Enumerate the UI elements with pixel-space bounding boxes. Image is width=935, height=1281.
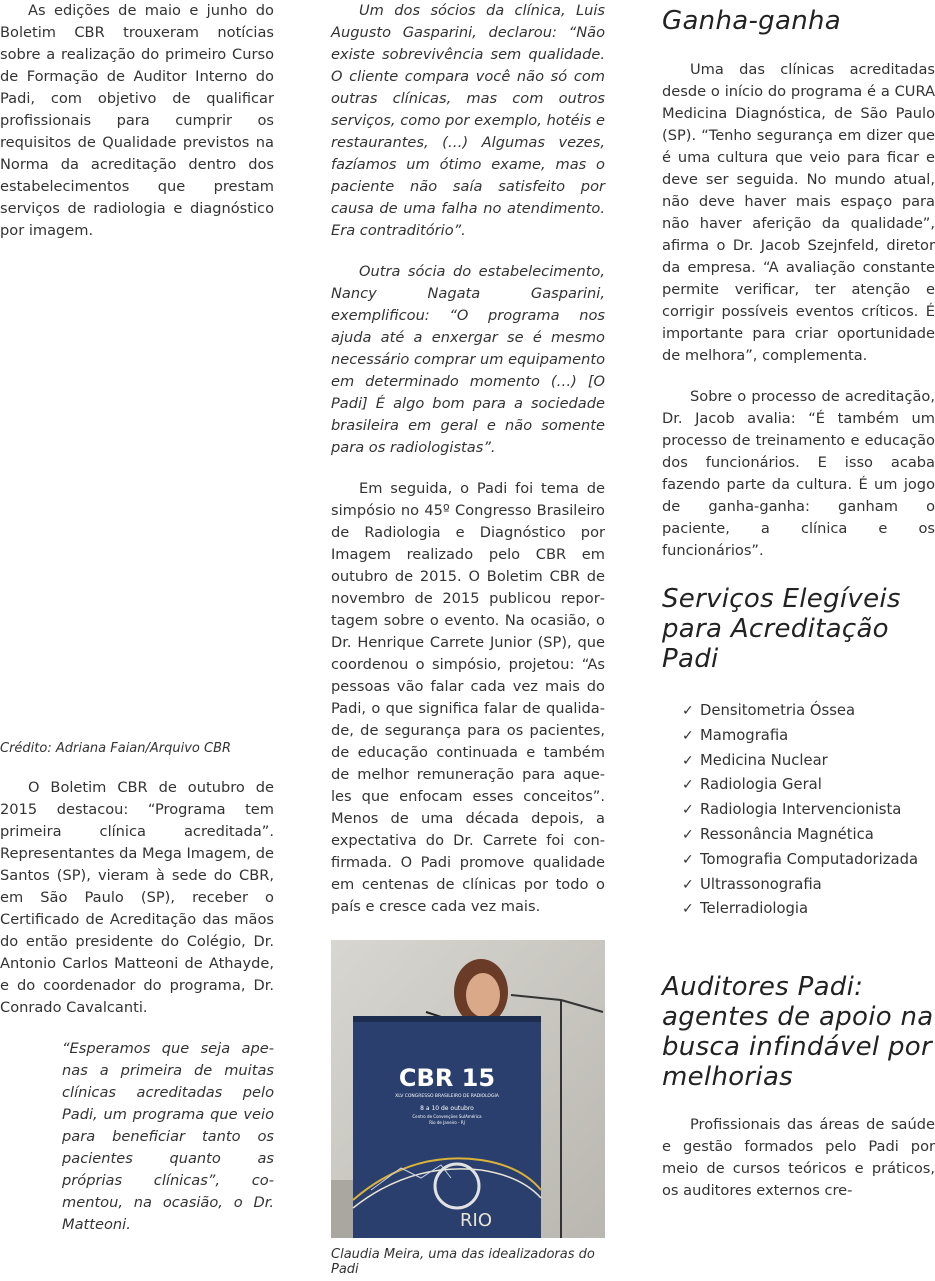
checkmark-icon: ✓: [682, 727, 694, 744]
checkmark-icon: ✓: [682, 901, 694, 918]
column-2-caption: [331, 1247, 605, 1277]
service-label: Densitometria Óssea: [700, 702, 856, 719]
service-label: Mamografia: [700, 726, 789, 744]
column-3: [662, 0, 935, 1202]
banner-subtitle: XLV CONGRESSO BRASILEIRO DE RADIOLOGIA: [395, 1094, 499, 1099]
paragraph-simposio: Em seguida, o Padi foi tema de simpósio no 45º Congresso Brasileiro de Radiologia e Diagnóstico por Imagem realizado pelo CBR em outubro de 2015. O Boletim CBR de novembro de 2015 publicou reportagem sobre o evento. Na ocasião, o Dr. Henrique Carrete Junior (SP), que coordenou o simpósio, projetou: “As pessoas vão falar cada vez mais do Padi, o que significa falar de qualidade, de segurança para os pacientes, de educação continuada e também de melhor remuneração para aqueles que enfocam esses conceitos”. Menos de uma década depois, a expectativa do Dr. Carrete foi confirmada. O Padi promove qualidade em centenas de clínicas por todo o país e cresce cada vez mais.: [331, 480, 605, 915]
service-item: [682, 874, 935, 896]
service-label: Radiologia Geral: [700, 776, 822, 794]
paragraph-gasparini-quote: Um dos sócios da clínica, Luis Augusto Gasparini, declarou: “Não existe sobrevivência sem qualidade. O cliente compara você não só com outras clínicas, mas com outros serviços, como por exemplo, hotéis e restaurantes, (…) Algumas vezes, fazíamos um ótimo exame, mas o paciente não saía satisfeito por causa de uma falha no atendimento. Era contraditório”.: [331, 2, 605, 239]
banner-city: RIO: [460, 1210, 492, 1231]
service-label: Tomografia Computadorizada: [700, 850, 919, 868]
service-label: Ressonância Magnética: [700, 825, 874, 843]
checkmark-icon: ✓: [682, 876, 694, 893]
service-item: [682, 774, 935, 796]
column-1: [0, 0, 274, 242]
paragraph-cura: Uma das clínicas acreditadas desde o início do programa é a CURA Medicina Diagnóstica, de São Paulo (SP). “Tenho segurança em dizer que é uma cultura que veio para ficar e deve ser seguida. No mundo atual, não deve haver mais espaço para não haver aferição da qualidade”, afirma o Dr. Jacob Szejnfeld, diretor da empresa. “A avaliação constante permite verificar, ter atenção e corrigir possíveis eventos críticos. É importante para criar oportunidade de melhora”, complementa.: [662, 61, 935, 364]
heading-ganha-ganha: Ganha-ganha: [662, 6, 841, 36]
paragraph-intro: As edições de maio e junho do Boletim CBR trouxeram notícias sobre a realização do primeiro Curso de Formação de Auditor Interno do Padi, com objetivo de qualificar profissionais para cumprir os requisitos de Qualidade previstos na Norma da acreditação dentro dos estabelecimentos que prestam serviços de radiologia e diagnóstico por imagem.: [0, 2, 274, 239]
checkmark-icon: ✓: [682, 703, 694, 719]
service-label: Medicina Nuclear: [700, 751, 828, 769]
column-2: [331, 0, 605, 918]
service-item: [682, 725, 935, 747]
paragraph-boletim-outubro: O Boletim CBR de outubro de 2015 destacou: “Programa tem primeira clínica acreditada”. Representantes da Mega Imagem, de Santos (SP), vieram à sede do CBR, em São Paulo (SP), receber o Certificado de Acreditação das mãos do então presidente do Colégio, Dr. Antonio Carlos Matteoni de Athayde, e do coordenador do programa, Dr. Conrado Cavalcanti.: [0, 779, 274, 1016]
checkmark-icon: ✓: [682, 851, 694, 868]
checkmark-icon: ✓: [682, 752, 694, 769]
service-item: [682, 799, 935, 821]
service-label: Radiologia Intervencionista: [700, 801, 902, 819]
photo-credit: Crédito: Adriana Faian/Arquivo CBR: [0, 741, 232, 756]
service-item: [682, 898, 935, 920]
column-1-lower: [0, 740, 274, 1236]
services-list: [662, 700, 935, 920]
service-item: [682, 824, 935, 846]
photo-illustration: [331, 940, 605, 1238]
service-item: [682, 750, 935, 772]
paragraph-auditores: Profissionais das áreas de saúde e gestão formados pelo Padi por meio de cursos teóricos e práticos, os auditores externos cre-: [662, 1116, 935, 1200]
checkmark-icon: ✓: [682, 802, 694, 819]
banner-venue: Centro de Convenções SulAmérica: [412, 1114, 482, 1119]
banner-venue-city: Rio de Janeiro - RJ: [429, 1120, 465, 1125]
paragraph-nancy-quote: Outra sócia do estabelecimento, Nancy Nagata Gasparini, exemplificou: “O programa nos ajuda até a enxergar se é mesmo necessário comprar um equipamento em determinado momento (…) [O Padi] É algo bom para a sociedade brasileira em geral e não somente para os radiologistas”.: [331, 263, 605, 456]
service-item: [682, 700, 935, 722]
heading-servicos-elegiveis: Serviços Elegíveis para Acreditação Padi: [662, 584, 901, 674]
photo-caption: Claudia Meira, uma das idealizadoras do Padi: [331, 1247, 595, 1277]
banner-title: CBR 15: [398, 1064, 496, 1092]
service-label: Telerradiologia: [700, 900, 809, 918]
heading-auditores-padi: Auditores Padi: agentes de apoio na busca infindável por melhorias: [662, 972, 934, 1093]
photo-claudia-meira: [331, 940, 605, 1238]
service-label: Ultrassonografia: [700, 875, 822, 893]
checkmark-icon: ✓: [682, 777, 694, 794]
banner-date: 8 a 10 de outubro: [420, 1105, 474, 1112]
checkmark-icon: ✓: [682, 826, 694, 843]
service-item: [682, 849, 935, 871]
quote-matteoni: “Esperamos que seja apenas a primeira de muitas clínicas acreditadas pelo Padi, um programa que veio para beneficiar tanto os pacientes quanto as próprias clínicas”, comentou, na ocasião, o Dr. Matteoni.: [62, 1040, 274, 1233]
paragraph-acreditacao: Sobre o processo de acreditação, Dr. Jacob avalia: “É também um processo de treinamento e educação dos funcionários. E isso acaba fazendo parte da cultura. É um jogo de ganha-ganha: ganham o paciente, a clínica e os funcionários”.: [662, 388, 935, 559]
